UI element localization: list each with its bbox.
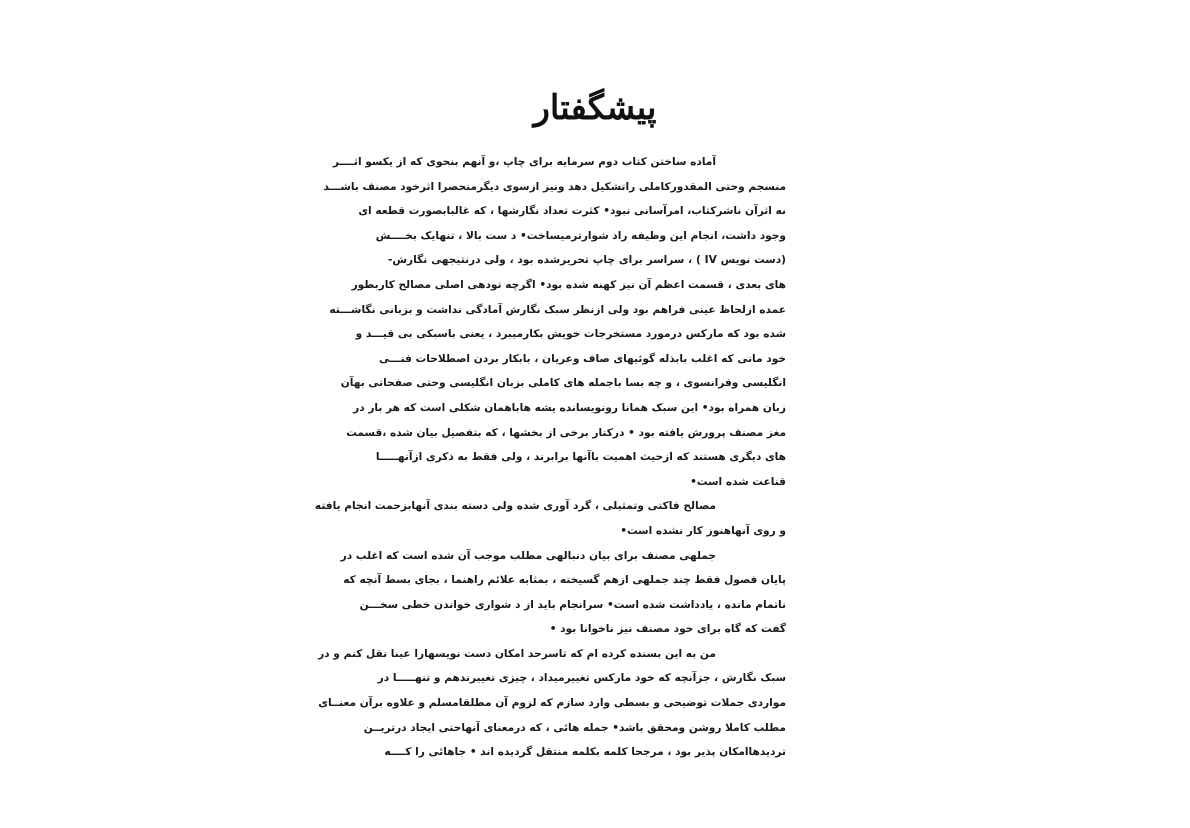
text-line: و روی آنهاهنوز کار نشده است•: [620, 524, 786, 537]
text-line: مطلب کاملا روشن ومحقق باشد• جمله هائی ، که درمعنای آنهاحتی ایجاد درتریــن: [363, 721, 786, 734]
text-line: مصالح فاکتی وتمثیلی ، گرد آوری شده ولی دسته بندی آنهابزحمت انجام یافته: [314, 500, 716, 513]
text-line: (دست نویس IV ) ، سراسر برای چاپ تحریرشده بود ، ولی درنتیجهی نگارش-: [388, 254, 786, 267]
text-line: انگلیسی وفرانسوی ، و چه بسا باجمله های کاملی بزبان انگلیسی وحتی صفحاتی بهآن: [340, 377, 786, 390]
text-line: مغز مصنف پرورش یافته بود • درکنار برخی از بخشها ، که بتفصیل بیان شده ،قسمت: [346, 426, 786, 439]
text-line: مواردی جملات توضیحی و بسطی وارد سازم که لزوم آن مطلقامسلم و علاوه برآن معنــای: [318, 697, 786, 710]
text-line: نه اثرآن ناشرکتاب، امرآسانی نبود• کثرت تعداد نگارشها ، که غالبابصورت قطعه ای: [358, 205, 786, 218]
text-line: گفت که گاه برای خود مصنف نیز ناخوانا بود •: [549, 623, 786, 636]
text-line: خود مانی که اغلب بابذله گوئیهای صاف وعریان ، بابکار بردن اصطلاحات فنـــی: [379, 352, 786, 365]
text-line: من به این بسنده کرده ام که تاسرحد امکان دست نویسهارا عینا نقل کنم و در: [318, 647, 716, 660]
text-line: آماده ساختن کتاب دوم سرمایه برای چاپ ،و آنهم بنحوی که از یکسو اثــــر: [332, 156, 716, 168]
text-line: پایان فصول فقط چند جملهی ازهم گسیخته ، بمثابه علائم راهنما ، بجای بسط آنچه که: [343, 574, 786, 587]
text-line: شده بود که مارکس درمورد مستخرجات خویش بکارمیبرد ، یعنی باسبکی بی قیـــد و: [355, 328, 786, 341]
text-line: عمده ازلحاظ عینی فراهم بود ولی ازنظر سبک نگارش آمادگی نداشت و بزبانی نگاشـــته: [329, 303, 786, 316]
text-line: وجود داشت، انجام این وظیفه راد شوارترمیساخت• د ست بالا ، تنهایک بخــــش: [375, 229, 786, 242]
text-line: تردیدهاامکان پذیر بود ، مرجحا کلمه بکلمه منتقل گردیده اند • جاهائی را کــــه: [384, 746, 786, 759]
text-line: جملهی مصنف برای بیان دنبالهی مطلب موجب آن شده است که اغلب در: [340, 549, 716, 562]
text-line: ناتمام مانده ، یادداشت شده است• سرانجام باید از د شواری خواندن خطی سخـــن: [359, 598, 786, 611]
text-line: های دیگری هستند که ازحیث اهمیت باآنها برابرند ، ولی فقط به ذکری ازآنهـــــا: [375, 451, 786, 464]
text-line: های بعدی ، قسمت اعظم آن نیز کهنه شده بود• اگرچه تودهی اصلی مصالح کاربطور: [351, 278, 786, 291]
body-text: [314, 150, 786, 765]
text-line: قناعت شده است•: [690, 475, 786, 488]
page-title: پیشگفتار: [533, 88, 657, 128]
text-line: زبان همراه بود• این سبک همانا رونویسانده یشه هاباهمان شکلی است که هر بار در: [353, 401, 786, 414]
text-line: منسجم وحتی المقدورکاملی راتشکیل دهد ونیز ازسوی دیگرمنحصرا اثرخود مصنف باشـــد: [323, 180, 786, 193]
text-line: سبک نگارش ، جزآنچه که خود مارکس تغییرمیداد ، چیزی تغییرندهم و تنهـــــا در: [377, 672, 786, 685]
